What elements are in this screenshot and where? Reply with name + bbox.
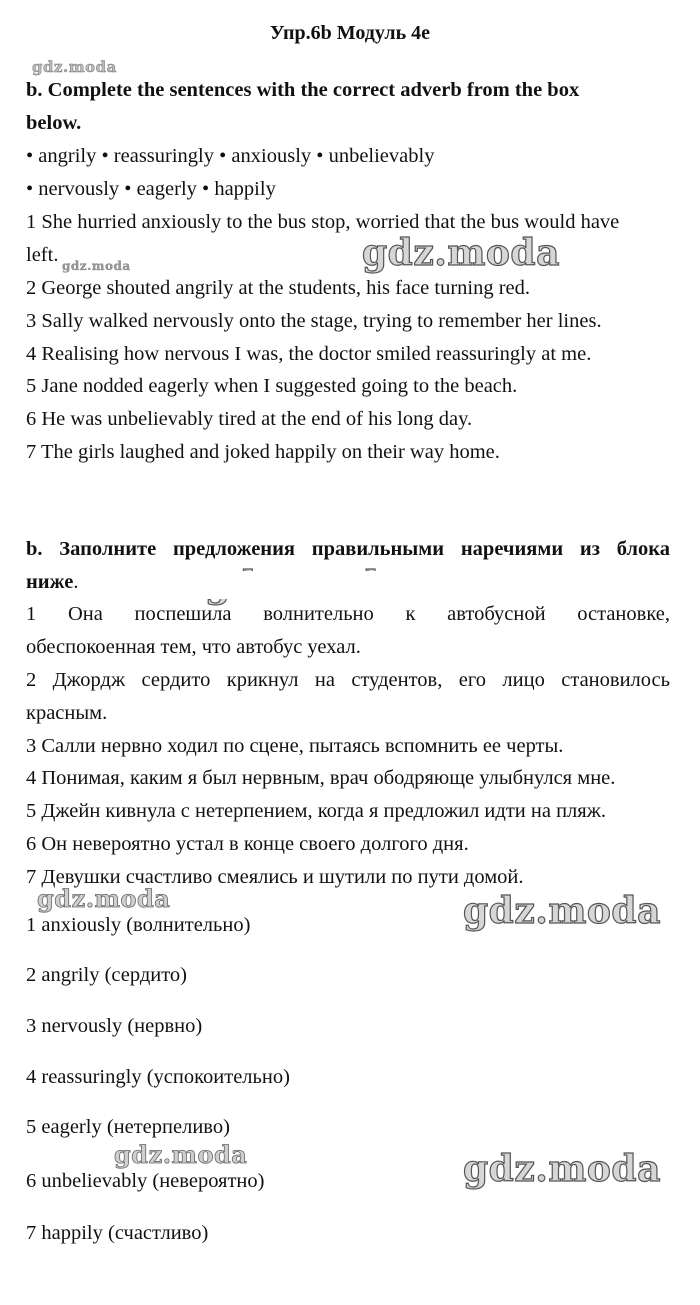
- russian-sentence-5: 5 Джейн кивнула с нетерпением, когда я предложил идти на пляж.: [26, 800, 607, 822]
- watermark: gdz.moda: [32, 58, 117, 76]
- russian-sentence-7: 7 Девушки счастливо смеялись и шутили по пути домой.: [26, 866, 524, 888]
- russian-sentence-2-line1: 2 Джордж сердито крикнул на студентов, его лицо становилось: [26, 669, 670, 691]
- page-title: Упр.6b Модуль 4e: [269, 22, 431, 44]
- answer-item: 5 eagerly (нетерпеливо): [26, 1116, 230, 1138]
- english-sentence: 5 Jane nodded eagerly when I suggested going to the beach.: [26, 375, 518, 397]
- russian-sentence-6: 6 Он невероятно устал в конце своего долгого дня.: [26, 833, 469, 855]
- english-sentence: 6 He was unbelievably tired at the end of his long day.: [26, 408, 473, 430]
- watermark: gdz.moda: [463, 890, 661, 932]
- adverb-box-line1: • angrily • reassuringly • anxiously • unbelievably: [26, 145, 435, 167]
- english-sentence-continued: left.: [26, 244, 59, 266]
- russian-instruction-end: .: [73, 571, 79, 593]
- russian-instruction-tail: [26, 571, 670, 594]
- english-instruction-line1: b. Complete the sentences with the correct adverb from the box: [26, 79, 580, 101]
- watermark: gdz.moda: [37, 884, 171, 913]
- watermark: gdz.moda: [362, 232, 560, 274]
- answer-item: 7 happily (счастливо): [26, 1222, 209, 1244]
- english-sentence: 2 George shouted angrily at the students, his face turning red.: [26, 277, 531, 299]
- english-sentence: 1 She hurried anxiously to the bus stop, worried that the bus would have: [26, 211, 620, 233]
- watermark: gdz.moda: [463, 1148, 661, 1190]
- watermark: gdz.moda: [62, 259, 131, 273]
- russian-sentence-1-line2: обеспокоенная тем, что автобус уехал.: [26, 636, 361, 658]
- russian-sentence-1-line1: 1 Она поспешила волнительно к автобусной остановке,: [26, 603, 670, 625]
- watermark: gdz.moda: [114, 1140, 248, 1169]
- answer-item: 6 unbelievably (невероятно): [26, 1170, 265, 1192]
- english-sentence: 4 Realising how nervous I was, the doctor smiled reassuringly at me.: [26, 343, 592, 365]
- english-sentence: 7 The girls laughed and joked happily on their way home.: [26, 441, 500, 463]
- russian-instruction: b. Заполните предложения правильными наречиями из блока: [26, 538, 670, 560]
- answer-item: 3 nervously (нервно): [26, 1015, 203, 1037]
- answer-item: 1 anxiously (волнительно): [26, 914, 251, 936]
- answer-item: 4 reassuringly (успокоительно): [26, 1066, 290, 1088]
- answer-item: 2 angrily (сердито): [26, 964, 187, 986]
- russian-sentence-2-line2: красным.: [26, 702, 108, 724]
- russian-instruction-line1: [26, 538, 670, 561]
- russian-instruction-last-word: ниже: [26, 571, 74, 593]
- english-instruction-line2: below.: [26, 112, 82, 134]
- adverb-box-line2: • nervously • eagerly • happily: [26, 178, 276, 200]
- russian-sentence-4: 4 Понимая, каким я был нервным, врач ободряюще улыбнулся мне.: [26, 767, 616, 789]
- russian-sentence-3: 3 Салли нервно ходил по сцене, пытаясь вспомнить ее черты.: [26, 735, 564, 757]
- english-sentence: 3 Sally walked nervously onto the stage, trying to remember her lines.: [26, 310, 602, 332]
